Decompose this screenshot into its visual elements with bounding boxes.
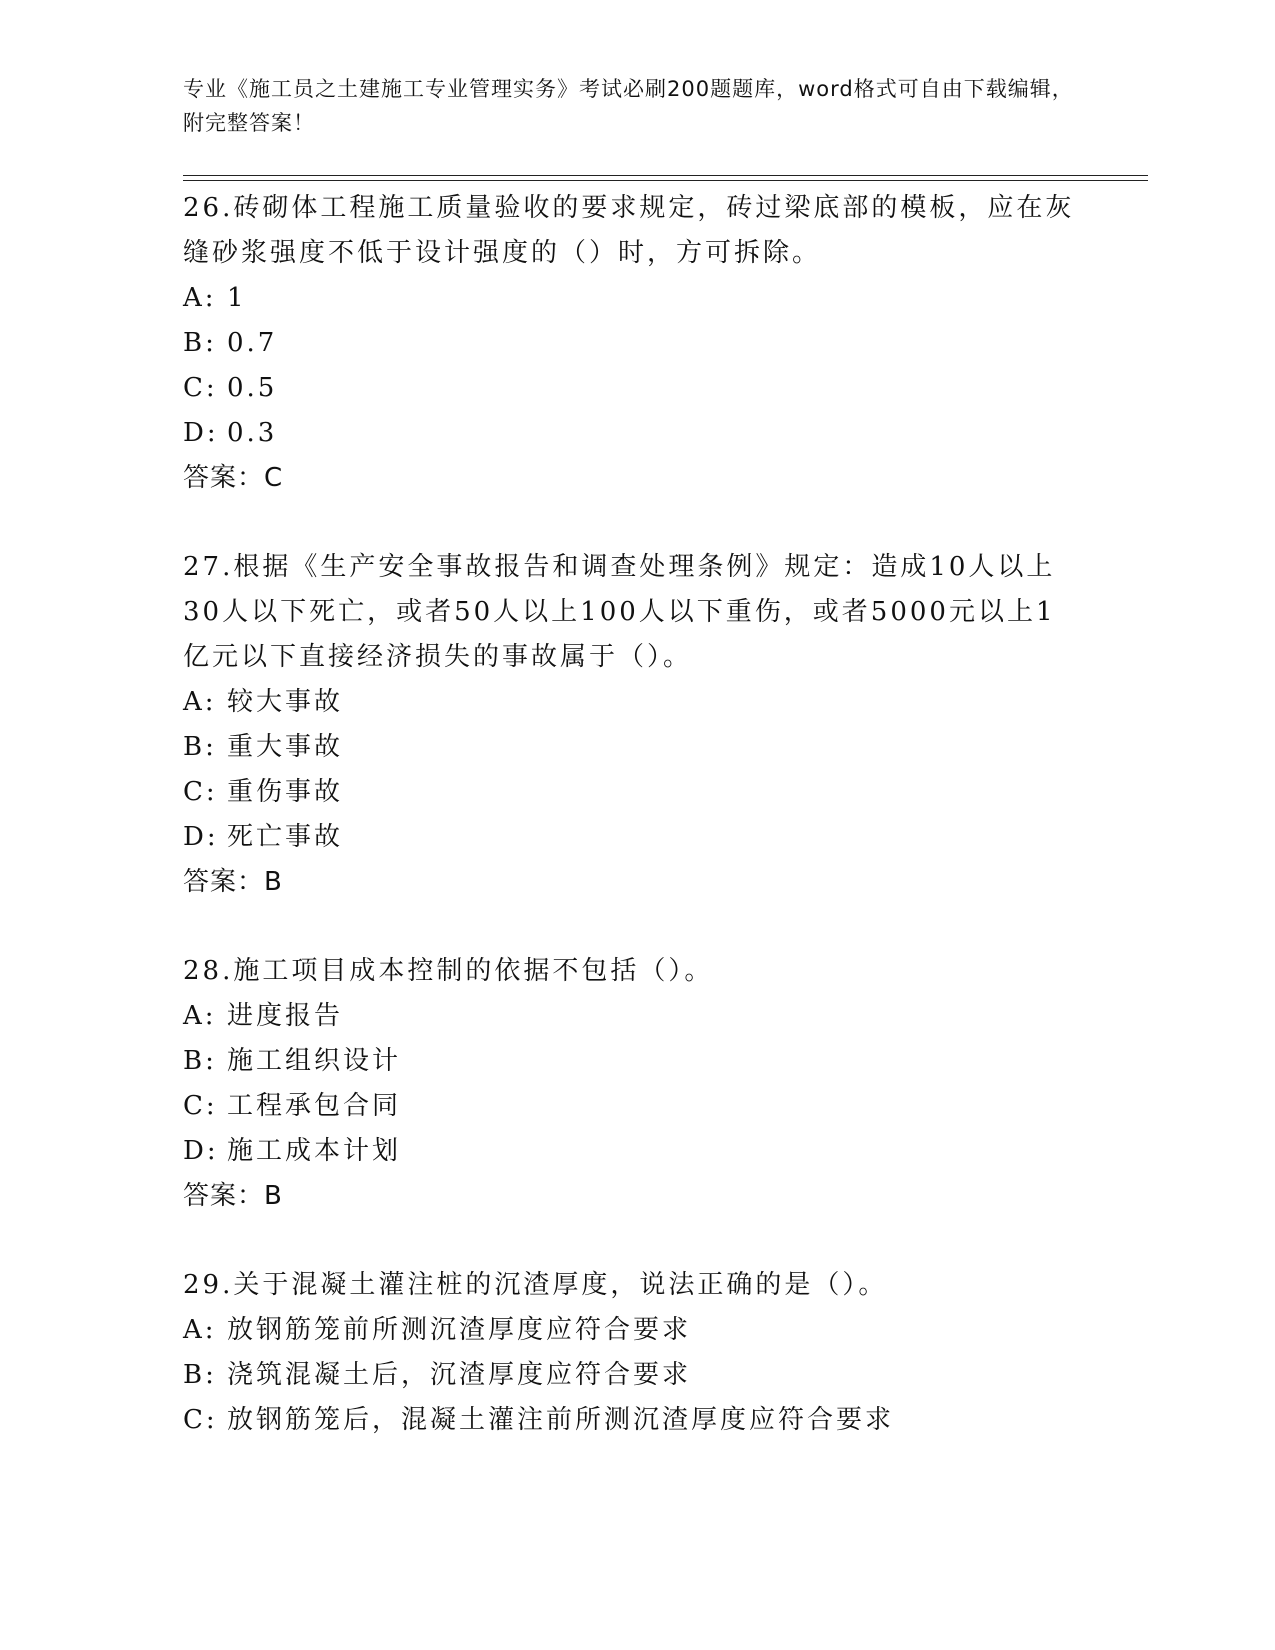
option-text: 重大事故 [227, 732, 344, 762]
option-b [183, 725, 1083, 770]
option-label: A: [183, 687, 217, 717]
header-divider [183, 175, 1148, 181]
answer: 答案：C [183, 463, 284, 493]
question-stem: 29.关于混凝土灌注桩的沉渣厚度，说法正确的是（）。 [183, 1270, 888, 1300]
option-label: C: [183, 1405, 218, 1435]
option-text: 重伤事故 [227, 777, 344, 807]
option-label: A: [183, 1315, 217, 1345]
option-b [183, 321, 1083, 366]
option-text: 放钢筋笼后，混凝土灌注前所测沉渣厚度应符合要求 [227, 1405, 895, 1435]
option-text: 浇筑混凝土后，沉渣厚度应符合要求 [227, 1360, 692, 1390]
option-label: C: [183, 373, 218, 403]
option-label: D: [183, 418, 219, 448]
option-text: 0.7 [227, 328, 278, 358]
option-d [183, 815, 1083, 860]
option-label: C: [183, 1091, 218, 1121]
option-label: B: [183, 1046, 217, 1076]
option-a [183, 276, 1083, 321]
question-stem: 28.施工项目成本控制的依据不包括（）。 [183, 956, 714, 986]
option-text: 1 [227, 283, 247, 313]
option-text: 放钢筋笼前所测沉渣厚度应符合要求 [227, 1315, 692, 1345]
option-text: 施工组织设计 [227, 1046, 402, 1076]
option-text: 进度报告 [227, 1001, 344, 1031]
option-a [183, 994, 1083, 1039]
option-label: B: [183, 732, 217, 762]
option-c [183, 366, 1083, 411]
option-label: B: [183, 1360, 217, 1390]
option-text: 0.5 [227, 373, 278, 403]
option-label: C: [183, 777, 218, 807]
option-label: A: [183, 1001, 217, 1031]
question-list [183, 186, 1083, 1487]
option-a [183, 1308, 1083, 1353]
document-header: 专业《施工员之土建施工专业管理实务》考试必刷200题题库，word格式可自由下载编辑，附完整答案！ [183, 77, 1074, 135]
question-stem: 27.根据《生产安全事故报告和调查处理条例》规定：造成10人以上30人以下死亡，或者50人以上100人以下重伤，或者5000元以上1亿元以下直接经济损失的事故属于（）。 [183, 552, 1056, 672]
option-d [183, 411, 1083, 456]
question-26 [183, 186, 1083, 501]
option-label: D: [183, 1136, 219, 1166]
option-label: B: [183, 328, 217, 358]
option-b [183, 1039, 1083, 1084]
option-b [183, 1353, 1083, 1398]
question-28 [183, 949, 1083, 1219]
option-c [183, 1084, 1083, 1129]
question-stem: 26.砖砌体工程施工质量验收的要求规定，砖过梁底部的模板，应在灰缝砂浆强度不低于设计强度的（）时，方可拆除。 [183, 193, 1075, 268]
option-text: 施工成本计划 [227, 1136, 402, 1166]
option-text: 死亡事故 [227, 822, 344, 852]
option-label: D: [183, 822, 219, 852]
question-29 [183, 1263, 1083, 1443]
option-text: 0.3 [227, 418, 278, 448]
option-text: 工程承包合同 [227, 1091, 402, 1121]
option-d [183, 1129, 1083, 1174]
option-label: A: [183, 283, 217, 313]
answer: 答案：B [183, 1181, 283, 1211]
option-text: 较大事故 [227, 687, 344, 717]
answer: 答案：B [183, 867, 283, 897]
question-27 [183, 545, 1083, 905]
option-a [183, 680, 1083, 725]
option-c [183, 770, 1083, 815]
option-c [183, 1398, 1083, 1443]
